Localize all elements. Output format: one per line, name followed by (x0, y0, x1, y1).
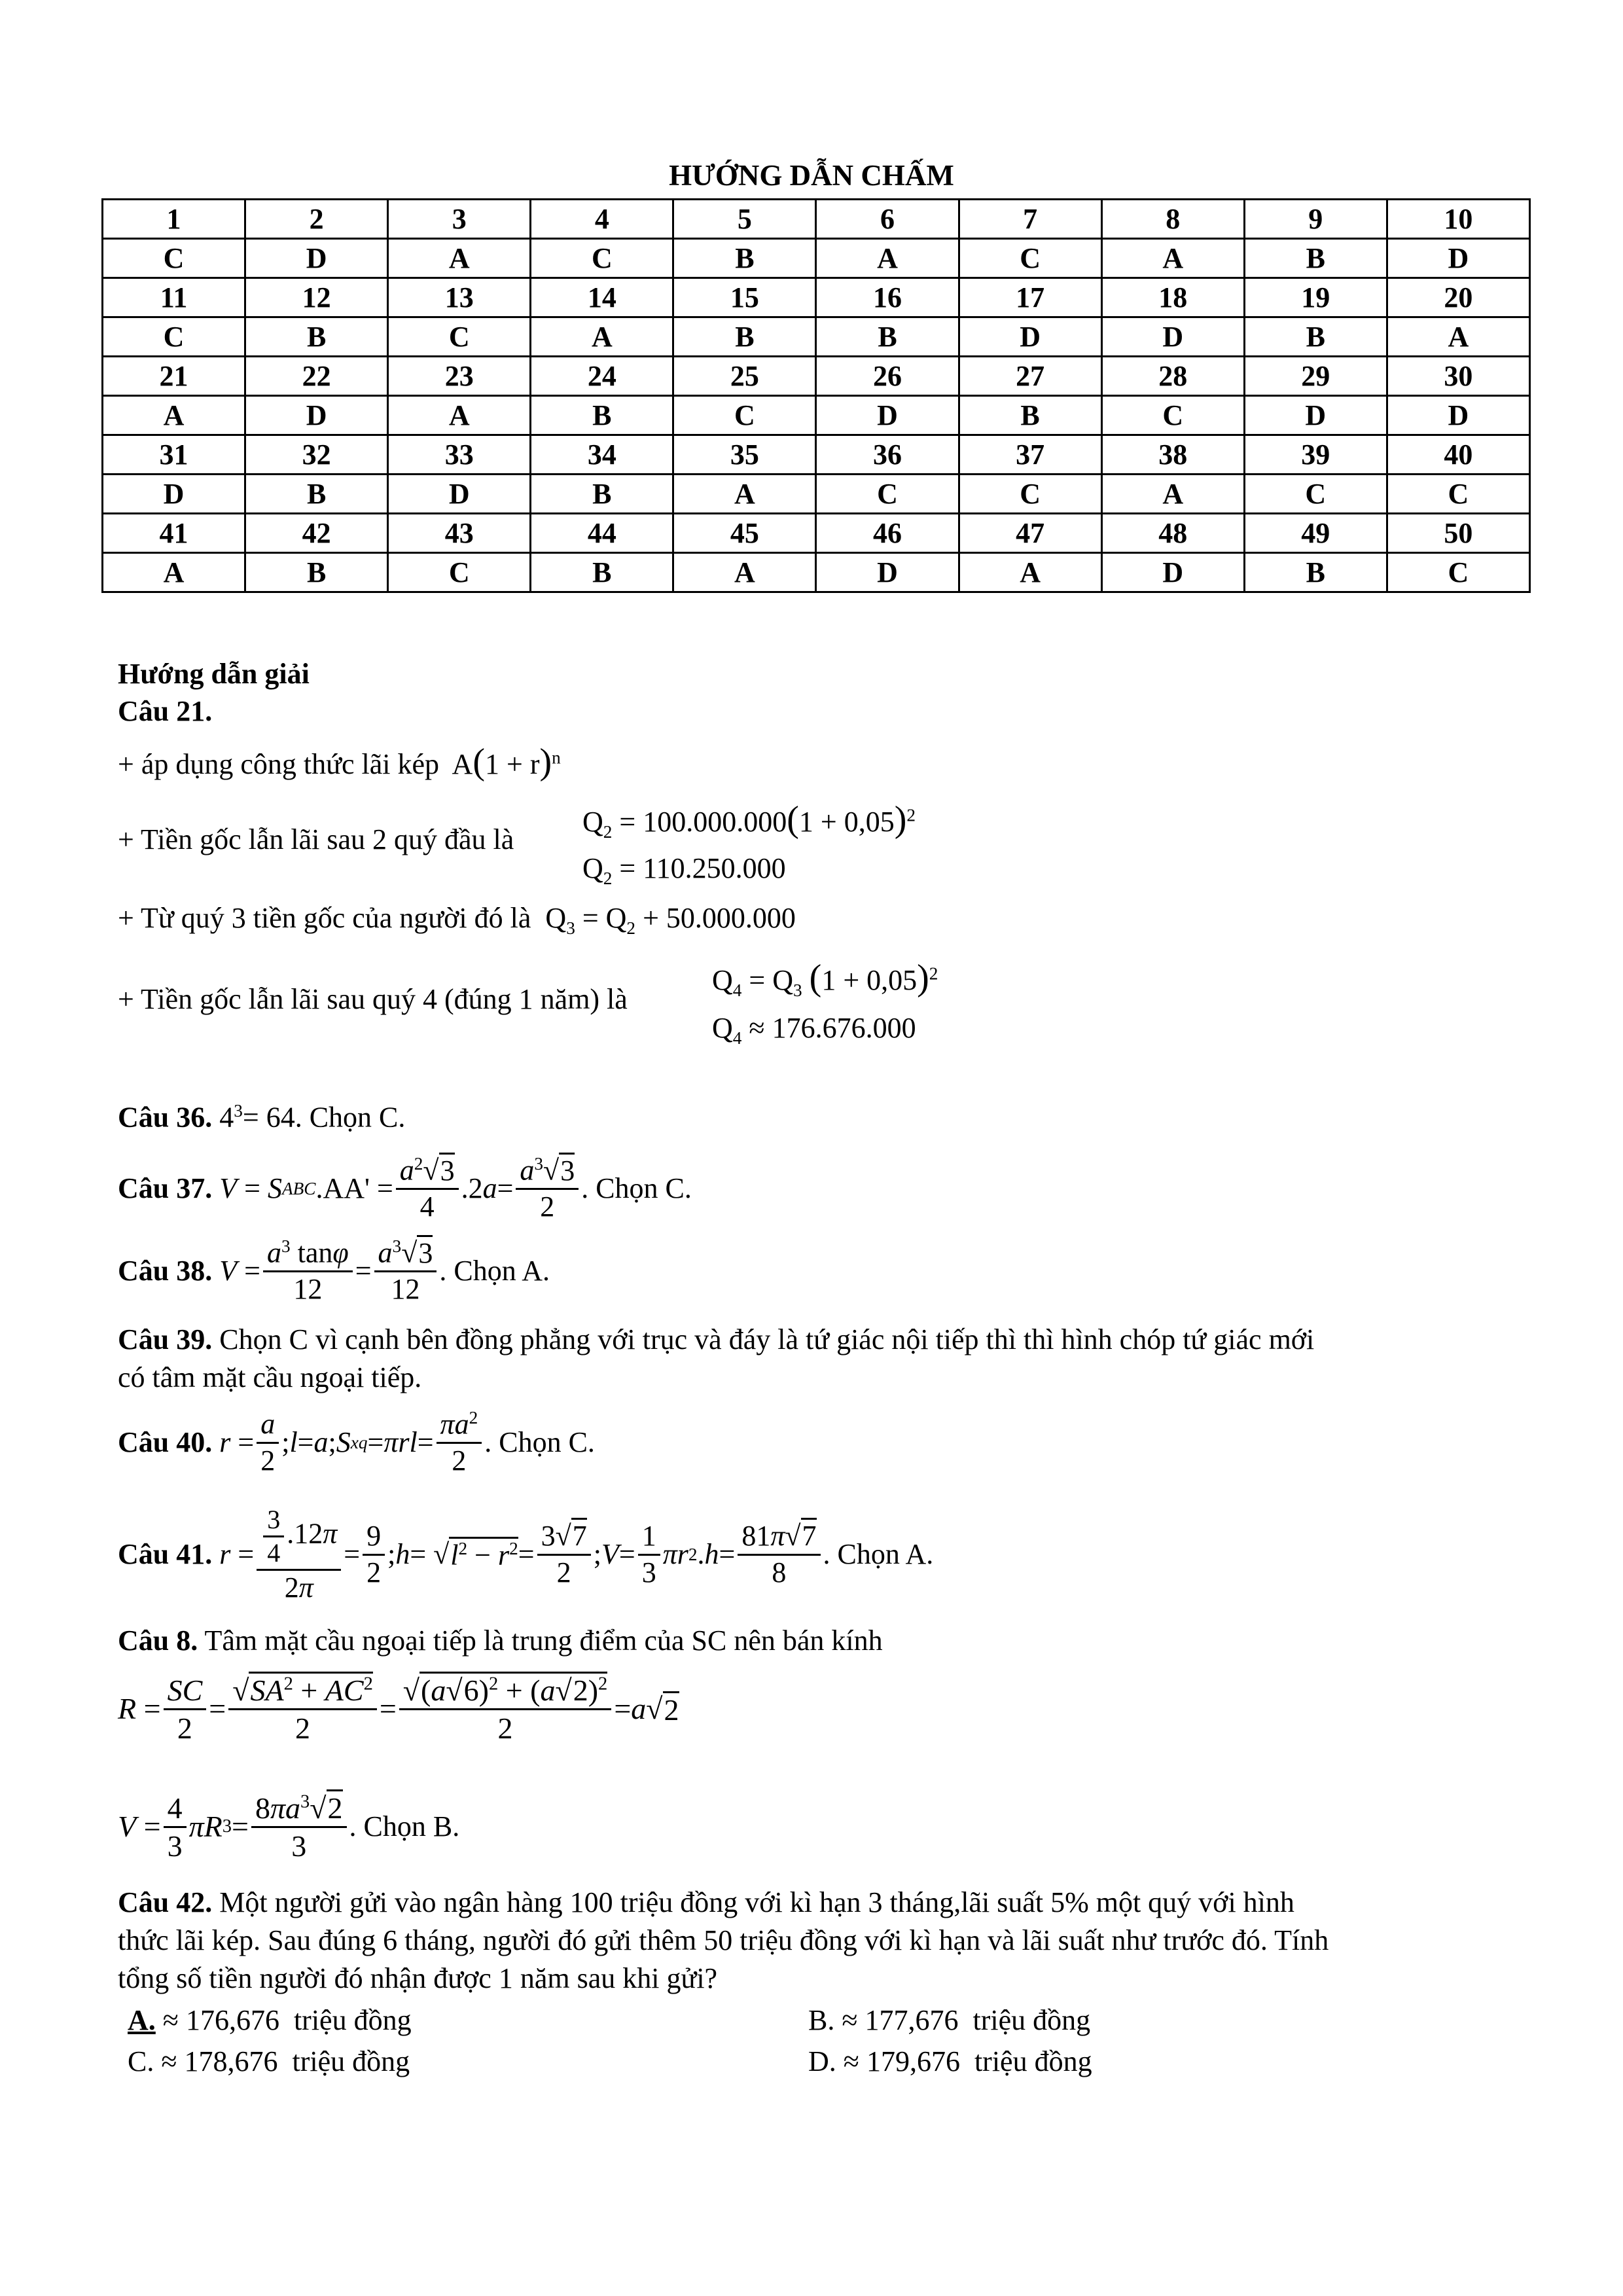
answer-letter-cell: B (673, 239, 816, 278)
answer-letter-cell: A (1387, 317, 1529, 357)
answer-letter-cell: B (531, 396, 673, 435)
answer-letter-cell: C (673, 396, 816, 435)
question-number-cell: 36 (816, 435, 959, 475)
answer-letter-cell: D (1244, 396, 1387, 435)
answer-letter-cell: D (1387, 396, 1529, 435)
q40: Câu 40. r = $\frac{a}{2}$ ; l = a ; S xq = πrl = $\frac{\pi a^2}{2}$ . Chọn C. (118, 1408, 595, 1477)
question-number-cell: 7 (959, 200, 1101, 239)
answer-letter-cell: B (959, 396, 1101, 435)
q21-eq-q4a: $Q_4 = Q_3$ $(1 + 0,05)^2$ (712, 958, 938, 1000)
question-number-cell: 10 (1387, 200, 1529, 239)
question-number-cell: 24 (531, 357, 673, 396)
question-number-cell: 17 (959, 278, 1101, 317)
answer-letter-cell: C (103, 239, 245, 278)
answer-letter-cell: B (245, 475, 388, 514)
question-number-cell: 41 (103, 514, 245, 553)
question-number-row (103, 514, 1530, 553)
answer-letter-cell: C (959, 239, 1101, 278)
q8-text: Câu 8. Tâm mặt cầu ngoại tiếp là trung điểm của SC nên bán kính (118, 1624, 883, 1657)
answer-letter-cell: B (673, 317, 816, 357)
q42-line2: thức lãi kép. Sau đúng 6 tháng, người đó gửi thêm 50 triệu đồng với kì hạn và lãi suất như trước đó. Tính (118, 1924, 1329, 1956)
answer-letter-cell: D (1101, 317, 1244, 357)
question-number-cell: 21 (103, 357, 245, 396)
q36: Câu 36. $4^3= 64$. Chọn C. (118, 1101, 406, 1134)
question-number-cell: 15 (673, 278, 816, 317)
question-number-cell: 26 (816, 357, 959, 396)
answer-letter-cell: A (531, 317, 673, 357)
answer-letter-cell: D (816, 553, 959, 592)
answer-letter-cell: A (1101, 475, 1244, 514)
question-number-cell: 47 (959, 514, 1101, 553)
q21-eq-q2a: $Q_2 = 100.000.000(1 + 0,05)^2$ (582, 799, 916, 842)
question-number-cell: 38 (1101, 435, 1244, 475)
q8-volume: V = $\frac{4}{3}$ πR 3 = $\frac{8\pi a^3√2}{3}$ . Chọn B. (118, 1790, 459, 1864)
question-number-cell: 13 (388, 278, 531, 317)
question-number-cell: 46 (816, 514, 959, 553)
question-number-cell: 50 (1387, 514, 1529, 553)
answer-letter-row (103, 396, 1530, 435)
question-number-cell: 31 (103, 435, 245, 475)
answer-letter-cell: B (1244, 553, 1387, 592)
q42-option-a: A. ≈ 176,676 triệu đồng (128, 2004, 412, 2036)
answer-letter-cell: A (673, 475, 816, 514)
question-number-cell: 11 (103, 278, 245, 317)
question-number-cell: 48 (1101, 514, 1244, 553)
answer-letter-cell: D (1101, 553, 1244, 592)
answer-letter-cell: B (1244, 239, 1387, 278)
answer-letter-cell: B (1244, 317, 1387, 357)
q21-line4: + Tiền gốc lẫn lãi sau quý 4 (đúng 1 năm) là (118, 983, 628, 1015)
question-number-cell: 23 (388, 357, 531, 396)
question-number-cell: 19 (1244, 278, 1387, 317)
answer-letter-cell: A (816, 239, 959, 278)
question-number-cell: 33 (388, 435, 531, 475)
question-number-cell: 1 (103, 200, 245, 239)
question-number-cell: 20 (1387, 278, 1529, 317)
answer-letter-cell: C (103, 317, 245, 357)
answer-letter-cell: C (1387, 475, 1529, 514)
solutions-heading: Hướng dẫn giải (118, 658, 310, 690)
question-number-cell: 37 (959, 435, 1101, 475)
question-number-cell: 14 (531, 278, 673, 317)
question-number-cell: 29 (1244, 357, 1387, 396)
answer-letter-cell: A (388, 239, 531, 278)
question-number-cell: 5 (673, 200, 816, 239)
answer-letter-cell: A (673, 553, 816, 592)
question-number-cell: 30 (1387, 357, 1529, 396)
q42-option-d: D. ≈ 179,676 triệu đồng (808, 2045, 1092, 2077)
question-number-cell: 40 (1387, 435, 1529, 475)
question-number-cell: 49 (1244, 514, 1387, 553)
q37: Câu 37. V = S ABC .AA' = $\frac{a^2√3}{4}$ .2 a = $\frac{a^3√3}{2}$ . Chọn C. (118, 1153, 692, 1225)
answer-letter-cell: B (245, 317, 388, 357)
question-number-cell: 25 (673, 357, 816, 396)
answer-letter-cell: C (388, 553, 531, 592)
answer-letter-cell: B (245, 553, 388, 592)
q39-line1: Câu 39. Chọn C vì cạnh bên đồng phẳng với trục và đáy là tứ giác nội tiếp thì thì hình chóp tứ giác mới (118, 1323, 1315, 1355)
question-number-cell: 44 (531, 514, 673, 553)
answer-letter-cell: B (531, 553, 673, 592)
answer-letter-cell: B (816, 317, 959, 357)
q42-option-c: C. ≈ 178,676 triệu đồng (128, 2045, 410, 2077)
page-title: HƯỚNG DẪN CHẤM (669, 159, 954, 192)
answer-letter-cell: D (245, 396, 388, 435)
q42-option-b: B. ≈ 177,676 triệu đồng (808, 2004, 1091, 2036)
answer-letter-cell: A (1101, 239, 1244, 278)
question-number-cell: 32 (245, 435, 388, 475)
question-number-cell: 4 (531, 200, 673, 239)
question-number-cell: 34 (531, 435, 673, 475)
answer-letter-cell: C (1101, 396, 1244, 435)
question-number-cell: 27 (959, 357, 1101, 396)
q38: Câu 38. V = $\frac{a^3 \tan\varphi}{12}$ = $\frac{a^3√3}{12}$ . Chọn A. (118, 1236, 550, 1307)
question-number-cell: 35 (673, 435, 816, 475)
question-number-cell: 42 (245, 514, 388, 553)
question-number-cell: 16 (816, 278, 959, 317)
answer-letter-row (103, 239, 1530, 278)
question-number-row (103, 278, 1530, 317)
q21-eq-q2b: $Q_2 = 110.250.000$ (582, 852, 786, 888)
q21-label: Câu 21. (118, 695, 213, 727)
q42-line3: tổng số tiền người đó nhận được 1 năm sau khi gửi? (118, 1962, 718, 1994)
answer-letter-cell: C (531, 239, 673, 278)
question-number-cell: 12 (245, 278, 388, 317)
answer-letter-cell: D (388, 475, 531, 514)
answer-letter-cell: C (1244, 475, 1387, 514)
question-number-row (103, 357, 1530, 396)
answer-letter-row (103, 317, 1530, 357)
answer-letter-cell: A (103, 396, 245, 435)
answer-letter-cell: C (816, 475, 959, 514)
answer-letter-cell: D (816, 396, 959, 435)
question-number-row (103, 200, 1530, 239)
q21-line3: + Từ quý 3 tiền gốc của người đó là $Q_3 = Q_2 + 50.000.000$ (118, 902, 796, 938)
question-number-row (103, 435, 1530, 475)
question-number-cell: 39 (1244, 435, 1387, 475)
question-number-cell: 18 (1101, 278, 1244, 317)
question-number-cell: 3 (388, 200, 531, 239)
answer-letter-cell: D (103, 475, 245, 514)
answer-letter-cell: D (245, 239, 388, 278)
answer-letter-cell: B (531, 475, 673, 514)
answer-letter-row (103, 475, 1530, 514)
question-number-cell: 6 (816, 200, 959, 239)
q8-radius: R = $\frac{SC}{2}$ = $\frac{√SA^2 + AC^2}{2}$ = $\frac{√(a√6)^2 + (a√2)^2}{2}$ = a √ 2 (118, 1672, 679, 1746)
q21-eq-q4b: $Q_4 \approx 176.676.000$ (712, 1012, 916, 1048)
answer-letter-cell: C (1387, 553, 1529, 592)
answer-letter-cell: A (959, 553, 1101, 592)
q42-line1: Câu 42. Một người gửi vào ngân hàng 100 triệu đồng với kì hạn 3 tháng,lãi suất 5% một quý với hình (118, 1886, 1294, 1918)
answer-letter-cell: C (388, 317, 531, 357)
answer-table (101, 198, 1531, 593)
answer-letter-cell: A (388, 396, 531, 435)
question-number-cell: 22 (245, 357, 388, 396)
question-number-cell: 43 (388, 514, 531, 553)
answer-letter-cell: C (959, 475, 1101, 514)
answer-letter-cell: D (959, 317, 1101, 357)
q21-line2: + Tiền gốc lẫn lãi sau 2 quý đầu là (118, 823, 514, 855)
question-number-cell: 8 (1101, 200, 1244, 239)
answer-letter-cell: D (1387, 239, 1529, 278)
q39-line2: có tâm mặt cầu ngoại tiếp. (118, 1361, 422, 1393)
question-number-cell: 9 (1244, 200, 1387, 239)
answer-letter-cell: A (103, 553, 245, 592)
q41: Câu 41. r = $\frac{3}{4}$ .12π 2π = $\frac{9}{2}$ ; h = √ $l^2 - r^2$ = $\frac{3√7}{2}$ ; V = $\frac{1}{3}$ πr 2 . h = $\frac{81\pi√7}{8}$ . Chọn A. (118, 1505, 934, 1604)
q21-line1: + áp dụng công thức lãi kép $A(1 + r)^n$ (118, 742, 561, 782)
question-number-cell: 45 (673, 514, 816, 553)
answer-letter-row (103, 553, 1530, 592)
question-number-cell: 2 (245, 200, 388, 239)
question-number-cell: 28 (1101, 357, 1244, 396)
